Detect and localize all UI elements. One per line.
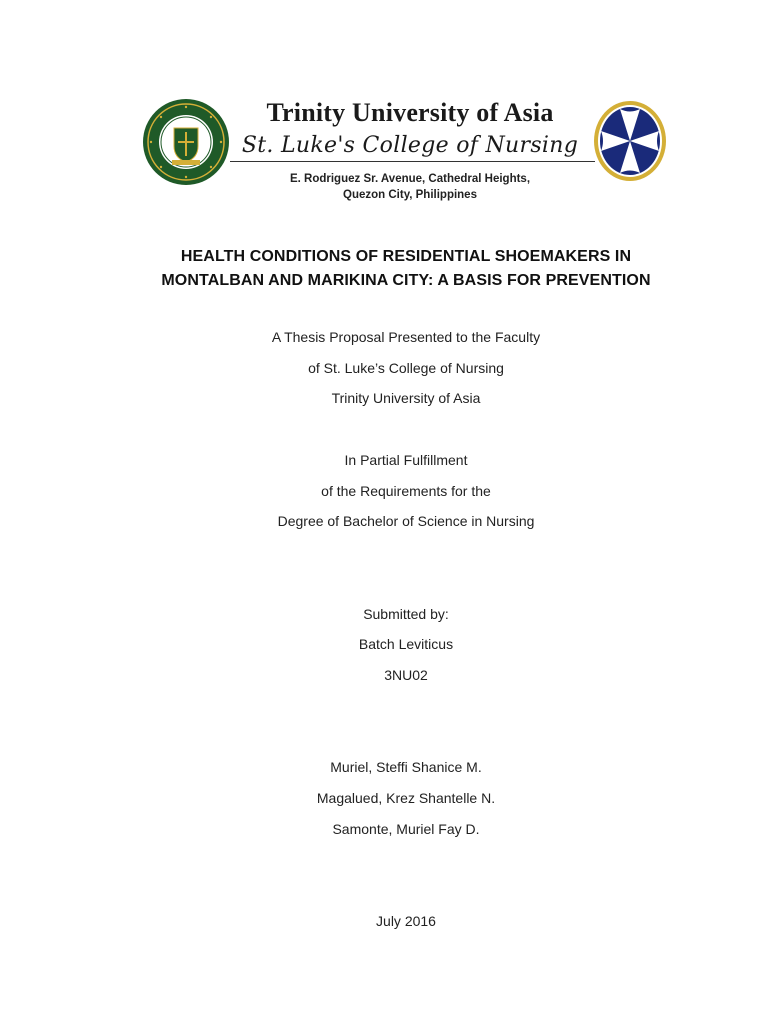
- thesis-title-line-1: HEALTH CONDITIONS OF RESIDENTIAL SHOEMAKERS IN: [180, 248, 632, 265]
- university-name: Trinity University of Asia: [266, 98, 554, 127]
- batch-name: Batch Leviticus: [358, 636, 454, 652]
- fulfillment-line-2: of the Requirements for the: [321, 483, 491, 499]
- author-name: Samonte, Muriel Fay D.: [332, 821, 480, 837]
- presentation-line-1: A Thesis Proposal Presented to the Faculty: [271, 329, 541, 345]
- fulfillment-line-3: Degree of Bachelor of Science in Nursing: [277, 513, 535, 529]
- section-code: 3NU02: [384, 667, 428, 683]
- author-name: Magalued, Krez Shantelle N.: [316, 790, 496, 806]
- university-seal-icon: [142, 98, 230, 186]
- address-line-1: E. Rodriguez Sr. Avenue, Cathedral Heights,: [289, 173, 531, 185]
- college-cross-seal-icon: [593, 100, 667, 182]
- thesis-title-line-2: MONTALBAN AND MARIKINA CITY: A BASIS FOR PREVENTION: [161, 272, 651, 289]
- presentation-line-2: of St. Luke’s College of Nursing: [308, 360, 504, 376]
- header-divider: [230, 161, 595, 162]
- author-name: Muriel, Steffi Shanice M.: [330, 759, 482, 775]
- address-line-2: Quezon City, Philippines: [343, 189, 477, 201]
- letterhead: [0, 0, 768, 215]
- presentation-line-3: Trinity University of Asia: [331, 390, 481, 406]
- college-name: St. Luke's College of Nursing: [241, 133, 579, 158]
- submission-date: July 2016: [376, 913, 436, 929]
- fulfillment-line-1: In Partial Fulfillment: [344, 452, 468, 468]
- submitted-by-label: Submitted by:: [363, 606, 449, 622]
